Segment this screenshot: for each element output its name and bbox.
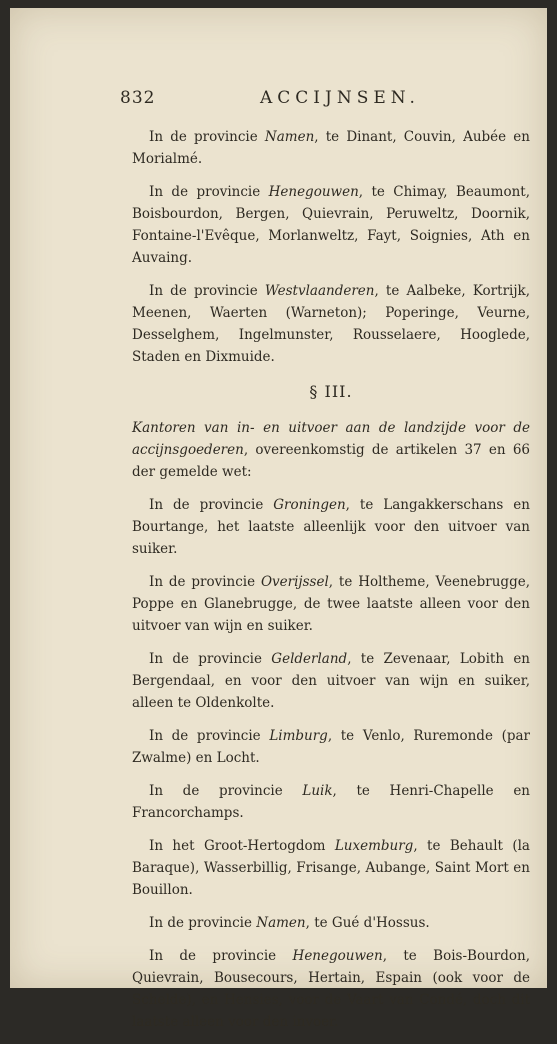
paragraph-henegouwen-1: In de provincie Henegouwen, te Chimay, Beaumont, Boisbourdon, Bergen, Quievrain, Peruweltz, Doornik, Fontaine-l'Evêque, Morlanweltz, Fayt, Soignies, Ath en Auvaing. bbox=[132, 184, 530, 266]
province-name: Namen bbox=[256, 915, 306, 931]
paragraph-luik: In de provincie Luik, te Henri-Chapelle en Francorchamps. bbox=[132, 783, 530, 821]
paragraph-westvlaanderen: In de provincie Westvlaanderen, te Aalbeke, Kortrijk, Meenen, Waerten (Warneton); Poperinge, Veurne, Desselghem, Ingelmunster, Rousselaere, Hooglede, Staden en Dixmuide. bbox=[132, 283, 530, 365]
paragraph-limburg: In de provincie Limburg, te Venlo, Ruremonde (par Zwalme) en Locht. bbox=[132, 728, 530, 766]
section-intro: Kantoren van in- en uitvoer aan de landzijde voor de accijnsgoederen, overeenkomstig de artikelen 37 en 66 der gemelde wet: bbox=[132, 420, 530, 480]
province-name: Namen bbox=[264, 129, 315, 145]
province-name: Limburg bbox=[269, 728, 328, 744]
paragraph-gelderland: In de provincie Gelderland, te Zevenaar, Lobith en Bergendaal, en voor den uitvoer van wijn en suiker, alleen te Oldenkolte. bbox=[132, 651, 530, 711]
province-name: Groningen bbox=[273, 497, 346, 513]
province-name: Westvlaanderen bbox=[264, 283, 375, 299]
paragraph-groningen: In de provincie Groningen, te Langakkerschans en Bourtange, het laatste alleenlijk voor den uitvoer van suiker. bbox=[132, 497, 530, 557]
section-heading: § III. bbox=[309, 382, 353, 401]
page-header bbox=[120, 88, 520, 112]
page-body bbox=[132, 126, 530, 1044]
paragraph-namen-1: In de provincie Namen, te Dinant, Couvin, Aubée en Morialmé. bbox=[132, 129, 530, 167]
paragraph-henegouwen-2: In de provincie Henegouwen, te Bois-Bourdon, Quievrain, Bousecours, Hertain, Espain (ook voor de Schelde), en Hensies, voor de Vaart van Condé, doch dit laatste alleen voor den invoer. bbox=[132, 948, 530, 1030]
paragraph-luxemburg: In het Groot-Hertogdom Luxemburg, te Behault (la Baraque), Wasserbillig, Frisange, Aubange, Saint Mort en Bouillon. bbox=[132, 838, 530, 898]
paragraph-namen-2: In de provincie Namen, te Gué d'Hossus. bbox=[149, 915, 430, 931]
province-name: Luik bbox=[302, 783, 333, 799]
province-name: Henegouwen bbox=[292, 948, 383, 964]
province-name: Luxemburg bbox=[334, 838, 414, 854]
book-page bbox=[10, 8, 547, 1030]
running-title: ACCIJNSEN. bbox=[260, 88, 420, 108]
page-number: 832 bbox=[120, 88, 156, 108]
province-name: Gelderland bbox=[271, 651, 348, 667]
province-name: Overijssel bbox=[260, 574, 329, 590]
province-name: Henegouwen bbox=[268, 184, 359, 200]
intro-italic: Kantoren van in- en uitvoer aan de landzijde voor de accijnsgoederen bbox=[132, 420, 530, 458]
paragraph-overijssel: In de provincie Overijssel, te Holtheme, Veenebrugge, Poppe en Glanebrugge, de twee laatste alleen voor den uitvoer van wijn en suiker. bbox=[132, 574, 530, 634]
